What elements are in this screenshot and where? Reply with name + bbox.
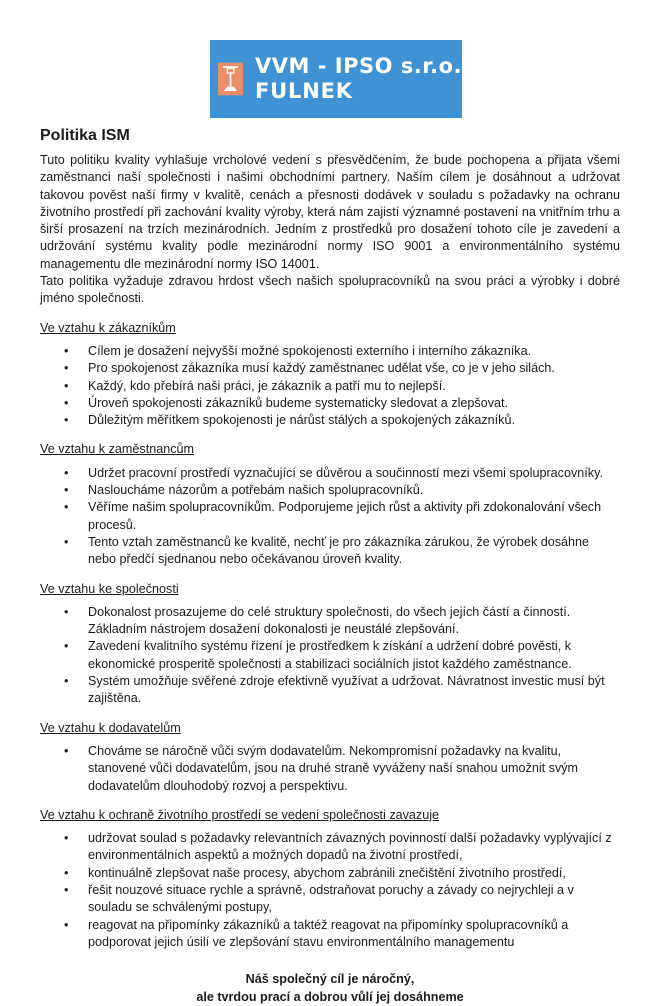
closing-statement xyxy=(40,971,620,1006)
closing-line: ale tvrdou prací a dobrou vůlí jej dosáhneme xyxy=(196,989,464,1004)
crane-hook-logo-icon xyxy=(218,49,243,109)
policy-sections xyxy=(40,320,620,952)
section-list xyxy=(40,830,620,951)
section-list xyxy=(40,743,620,795)
list-item: • Nasloucháme názorům a potřebám našich spolupracovníků. xyxy=(88,482,620,499)
document-title: Politika ISM xyxy=(40,127,130,144)
list-item: • Dokonalost prosazujeme do celé struktury společnosti, do všech jejích částí a činností. Základním nástrojem dosažení dokonalosti je neustálé zlepšování. xyxy=(88,604,620,639)
policy-document xyxy=(40,126,620,1006)
list-item: • Každý, kdo přebírá naši práci, je zákazník a patří mu to nejlepší. xyxy=(88,378,620,395)
list-item: • Chováme se náročně vůči svým dodavatelům. Nekompromisní požadavky na kvalitu, stanovené vůči dodavatelům, jsou na druhé straně vyváženy naší snahou umožnit svým dodavatelům dlouhodobý rozvoj a perspektivu. xyxy=(88,743,620,795)
intro xyxy=(40,152,620,308)
section-heading: Ve vztahu k ochraně životního prostředí se vedení společnosti zavazuje xyxy=(40,807,440,822)
list-item: • Udržet pracovní prostředí vyznačující se důvěrou a součinností mezi všemi spolupracovníky. xyxy=(88,465,620,482)
company-logo xyxy=(210,40,462,118)
section-heading: Ve vztahu ke společnosti xyxy=(40,581,179,596)
list-item: • Zavedení kvalitního systému řízení je prostředkem k získání a udržení dobré pověsti, k ekonomické prosperitě společnosti a stabilizaci sociálních jistot každého zaměstnance. xyxy=(88,638,620,673)
list-item: • kontinuálně zlepšovat naše procesy, abychom zabránili znečištění životního prostředí, xyxy=(88,865,620,882)
intro-paragraph: Tuto politiku kvality vyhlašuje vrcholové vedení s přesvědčením, že bude pochopena a přijata všemi zaměstnanci naší společnosti i našimi obchodními partnery. Naším cílem je dosáhnout a udržovat takovou pověst naší firmy v kvalitě, cenách a přesnosti dodávek v souladu s požadavky na ochranu životního prostředí při zachování kvality výroby, která nám zajistí významné postavení na vnitřním trhu a širší prosazení na trzích mezinárodních. Jedním z prostředků pro dosažení tohoto cíle je zavedení a udržování systému kvality podle mezinárodní normy ISO 9001 a environmentálního systému managementu dle mezinárodní normy ISO 14001. xyxy=(40,153,620,271)
section-list xyxy=(40,343,620,429)
section-heading: Ve vztahu k zaměstnancům xyxy=(40,442,195,457)
list-item: • Cílem je dosažení nejvyšší možné spokojenosti externího i interního zákazníka. xyxy=(88,343,620,360)
intro-paragraph: Tato politika vyžaduje zdravou hrdost všech našich spolupracovníků na svou práci a výrobky i dobré jméno společnosti. xyxy=(40,274,620,306)
list-item: • Pro spokojenost zákazníka musí každý zaměstnanec udělat vše, co je v jeho silách. xyxy=(88,360,620,377)
closing-line: Náš společný cíl je náročný, xyxy=(245,972,415,987)
list-item: • udržovat soulad s požadavky relevantních závazných povinností další požadavky vyplývající z environmentálních aspektů a možných dopadů na životní prostředí, xyxy=(88,830,620,865)
list-item: • Tento vztah zaměstnanců ke kvalitě, nechť je pro zákazníka zárukou, že výrobek dosáhne nebo předčí sjednanou nebo očekávanou úroveň kvality. xyxy=(88,534,620,569)
section-heading: Ve vztahu k zákazníkům xyxy=(40,320,176,335)
logo-city: FULNEK xyxy=(255,79,353,103)
list-item: • Systém umožňuje svěřené zdroje efektivně využívat a udržovat. Návratnost investic musí být zajištěna. xyxy=(88,673,620,708)
section-heading: Ve vztahu k dodavatelům xyxy=(40,720,181,735)
list-item: • Důležitým měřítkem spokojenosti je nárůst stálých a spokojených zákazníků. xyxy=(88,412,620,429)
section-list xyxy=(40,604,620,708)
section-list xyxy=(40,465,620,569)
list-item: • Úroveň spokojenosti zákazníků budeme systematicky sledovat a zlepšovat. xyxy=(88,395,620,412)
logo-company-name: VVM - IPSO s.r.o. xyxy=(255,54,462,79)
list-item: • Věříme našim spolupracovníkům. Podporujeme jejich růst a aktivity při zdokonalování všech procesů. xyxy=(88,499,620,534)
list-item: • reagovat na připomínky zákazníků a taktéž reagovat na připomínky spolupracovníků a podporovat jejich úsilí ve zlepšování stavu environmentálního managementu xyxy=(88,917,620,952)
list-item: • řešit nouzové situace rychle a správně, odstraňovat poruchy a závady co nejrychleji a v souladu se schválenými postupy, xyxy=(88,882,620,917)
